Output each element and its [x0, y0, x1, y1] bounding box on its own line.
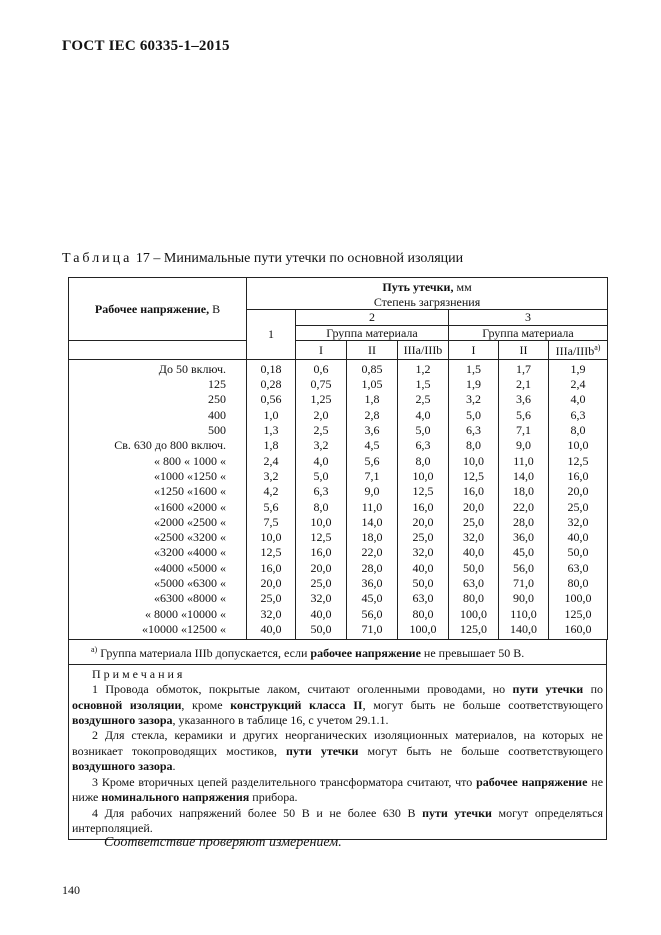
creepage-cell: 10,0 [449, 453, 499, 468]
note-3: 3 Кроме вторичных цепей разделительного трансформатора считают, что рабочее напряжение не ниже номинального напряжения прибора. [72, 774, 604, 805]
creepage-cell: 32,0 [449, 530, 499, 545]
table-row [69, 423, 608, 438]
creepage-cell: 7,1 [347, 469, 398, 484]
table-row [69, 606, 608, 621]
creepage-cell: 5,0 [296, 469, 347, 484]
table-row [69, 359, 608, 377]
creepage-cell: 5,6 [347, 453, 398, 468]
creepage-cell: 8,0 [296, 499, 347, 514]
document-header: ГОСТ IEC 60335-1–2015 [62, 38, 230, 54]
creepage-cell: 7,1 [499, 423, 549, 438]
creepage-cell: 2,8 [347, 407, 398, 422]
creepage-cell: 16,0 [398, 499, 449, 514]
creepage-cell: 4,0 [296, 453, 347, 468]
creepage-cell: 40,0 [296, 606, 347, 621]
creepage-cell: 50,0 [296, 622, 347, 640]
creepage-cell: 1,9 [549, 359, 608, 377]
table-row [69, 377, 608, 392]
creepage-cell: 40,0 [549, 530, 608, 545]
note-1: 1 Провода обмоток, покрытые лаком, считают оголенными проводами, но пути утечки по основной изоляции, кроме конструкций класса II, могут быть не больше соответствующего воздушного зазора, указанного в таблице 16, с учетом 29.1.1. [72, 682, 603, 728]
creepage-cell: 1,0 [247, 407, 296, 422]
table-body [69, 359, 608, 639]
creepage-cell: 100,0 [398, 622, 449, 640]
creepage-cell: 100,0 [549, 591, 608, 606]
conformity-statement: Соответствие проверяют измерением. [104, 835, 342, 850]
table-row [69, 576, 608, 591]
creepage-cell: 25,0 [247, 591, 296, 606]
group-I-header-2: I [296, 341, 347, 360]
creepage-cell: 0,85 [347, 359, 398, 377]
creepage-cell: 20,0 [449, 499, 499, 514]
voltage-cell: «2000 «2500 « [69, 514, 247, 529]
table-row [69, 622, 608, 640]
degree-1-header: 1 [247, 310, 296, 360]
creepage-cell: 25,0 [398, 530, 449, 545]
creepage-cell: 10,0 [549, 438, 608, 453]
voltage-cell: «2500 «3200 « [69, 530, 247, 545]
voltage-cell: « 8000 «10000 « [69, 606, 247, 621]
voltage-cell: Св. 630 до 800 включ. [69, 438, 247, 453]
creepage-cell: 10,0 [398, 469, 449, 484]
creepage-cell: 3,6 [499, 392, 549, 407]
creepage-cell: 71,0 [347, 622, 398, 640]
creepage-cell: 4,0 [549, 392, 608, 407]
table-row [69, 469, 608, 484]
creepage-cell: 160,0 [549, 622, 608, 640]
creepage-cell: 14,0 [347, 514, 398, 529]
creepage-cell: 25,0 [449, 514, 499, 529]
voltage-cell: До 50 включ. [69, 359, 247, 377]
creepage-cell: 9,0 [499, 438, 549, 453]
pollution-degree-header: Степень загрязнения [247, 295, 608, 310]
note-2: 2 Для стекла, керамики и других неорганических изоляционных материалов, на которых не возникает токопроводящих мостиков, пути утечки могут быть не больше соответствующего воздушного зазора. [72, 728, 603, 774]
degree-3-header: 3 [449, 310, 608, 326]
caption-text: – Минимальные пути утечки по основной изоляции [149, 251, 464, 266]
group-II-header-3: II [499, 341, 549, 360]
creepage-cell: 16,0 [549, 469, 608, 484]
creepage-cell: 12,5 [296, 530, 347, 545]
creepage-cell: 20,0 [296, 560, 347, 575]
creepage-cell: 1,9 [449, 377, 499, 392]
creepage-cell: 6,3 [398, 438, 449, 453]
creepage-cell: 1,8 [347, 392, 398, 407]
creepage-cell: 1,05 [347, 377, 398, 392]
creepage-cell: 32,0 [247, 606, 296, 621]
creepage-cell: 12,5 [398, 484, 449, 499]
creepage-cell: 110,0 [499, 606, 549, 621]
creepage-cell: 10,0 [247, 530, 296, 545]
voltage-cell: «1000 «1250 « [69, 469, 247, 484]
material-group-header-3: Группа материала [449, 325, 608, 341]
creepage-cell: 11,0 [499, 453, 549, 468]
creepage-cell: 90,0 [499, 591, 549, 606]
creepage-cell: 32,0 [549, 514, 608, 529]
group-III-header-3: IIIa/IIIb$^{a)}$ [549, 341, 608, 360]
group-I-header-3: I [449, 341, 499, 360]
creepage-cell: 0,6 [296, 359, 347, 377]
voltage-cell: « 800 « 1000 « [69, 453, 247, 468]
creepage-cell: 32,0 [398, 545, 449, 560]
creepage-cell: 0,28 [247, 377, 296, 392]
creepage-cell: 11,0 [347, 499, 398, 514]
creepage-cell: 40,0 [247, 622, 296, 640]
voltage-cell: 400 [69, 407, 247, 422]
table-row [69, 392, 608, 407]
voltage-cell: «3200 «4000 « [69, 545, 247, 560]
creepage-cell: 50,0 [549, 545, 608, 560]
creepage-cell: 100,0 [449, 606, 499, 621]
creepage-cell: 40,0 [449, 545, 499, 560]
table-row [69, 591, 608, 606]
creepage-cell: 6,3 [449, 423, 499, 438]
creepage-cell: 22,0 [499, 499, 549, 514]
creepage-cell: 80,0 [398, 606, 449, 621]
creepage-cell: 1,3 [247, 423, 296, 438]
creepage-cell: 2,4 [247, 453, 296, 468]
creepage-cell: 4,2 [247, 484, 296, 499]
creepage-cell: 3,6 [347, 423, 398, 438]
creepage-header: Путь утечки, мм [247, 278, 608, 295]
creepage-cell: 8,0 [449, 438, 499, 453]
creepage-cell: 140,0 [499, 622, 549, 640]
creepage-cell: 2,5 [398, 392, 449, 407]
creepage-cell: 20,0 [398, 514, 449, 529]
material-group-header-2: Группа материала [296, 325, 449, 341]
creepage-table-container [68, 277, 607, 840]
creepage-cell: 10,0 [296, 514, 347, 529]
creepage-cell: 3,2 [247, 469, 296, 484]
creepage-cell: 56,0 [347, 606, 398, 621]
creepage-cell: 18,0 [499, 484, 549, 499]
creepage-cell: 1,5 [398, 377, 449, 392]
note-4: 4 Для рабочих напряжений более 50 В и не более 630 В пути утечки могут определяться интерполяцией. [72, 805, 603, 835]
creepage-cell: 45,0 [347, 591, 398, 606]
creepage-cell: 45,0 [499, 545, 549, 560]
creepage-cell: 125,0 [549, 606, 608, 621]
creepage-cell: 6,3 [296, 484, 347, 499]
creepage-cell: 7,5 [247, 514, 296, 529]
table-caption [62, 251, 463, 267]
creepage-cell: 2,5 [296, 423, 347, 438]
creepage-cell: 3,2 [296, 438, 347, 453]
creepage-cell: 1,25 [296, 392, 347, 407]
voltage-cell: «6300 «8000 « [69, 591, 247, 606]
creepage-cell: 12,5 [247, 545, 296, 560]
creepage-cell: 5,6 [247, 499, 296, 514]
table-row [69, 453, 608, 468]
creepage-cell: 36,0 [499, 530, 549, 545]
table-row [69, 484, 608, 499]
creepage-cell: 22,0 [347, 545, 398, 560]
creepage-cell: 56,0 [499, 560, 549, 575]
creepage-cell: 0,56 [247, 392, 296, 407]
creepage-cell: 1,2 [398, 359, 449, 377]
creepage-cell: 1,5 [449, 359, 499, 377]
group-II-header-2: II [347, 341, 398, 360]
table-row [69, 514, 608, 529]
creepage-cell: 5,0 [449, 407, 499, 422]
creepage-cell: 3,2 [449, 392, 499, 407]
creepage-cell: 1,7 [499, 359, 549, 377]
voltage-cell: «1250 «1600 « [69, 484, 247, 499]
creepage-cell: 80,0 [549, 576, 608, 591]
creepage-cell: 16,0 [296, 545, 347, 560]
creepage-cell: 16,0 [449, 484, 499, 499]
creepage-cell: 28,0 [499, 514, 549, 529]
table-row [69, 545, 608, 560]
creepage-cell: 40,0 [398, 560, 449, 575]
voltage-cell: «10000 «12500 « [69, 622, 247, 640]
creepage-cell: 16,0 [247, 560, 296, 575]
creepage-cell: 14,0 [499, 469, 549, 484]
creepage-cell: 125,0 [449, 622, 499, 640]
voltage-cell: 250 [69, 392, 247, 407]
caption-label: Таблица [62, 251, 133, 266]
creepage-cell: 1,8 [247, 438, 296, 453]
notes-title: Примечания [92, 666, 186, 681]
creepage-cell: 36,0 [347, 576, 398, 591]
page-number: 140 [62, 883, 80, 897]
creepage-cell: 28,0 [347, 560, 398, 575]
creepage-cell: 20,0 [549, 484, 608, 499]
creepage-cell: 2,0 [296, 407, 347, 422]
creepage-cell: 12,5 [449, 469, 499, 484]
table-row [69, 407, 608, 422]
voltage-cell: 500 [69, 423, 247, 438]
table-row [69, 499, 608, 514]
creepage-cell: 12,5 [549, 453, 608, 468]
voltage-cell: «5000 «6300 « [69, 576, 247, 591]
table-row [69, 438, 608, 453]
table-notes [68, 665, 607, 840]
creepage-cell: 6,3 [549, 407, 608, 422]
caption-number: 17 [135, 251, 150, 266]
creepage-cell: 8,0 [398, 453, 449, 468]
creepage-cell: 2,4 [549, 377, 608, 392]
creepage-cell: 20,0 [247, 576, 296, 591]
creepage-cell: 32,0 [296, 591, 347, 606]
voltage-header: Рабочее напряжение, В [69, 278, 247, 341]
group-III-header-2: IIIa/IIIb [398, 341, 449, 360]
voltage-header-spacer [69, 341, 247, 360]
table-row [69, 530, 608, 545]
creepage-cell: 80,0 [449, 591, 499, 606]
creepage-cell: 5,6 [499, 407, 549, 422]
creepage-cell: 8,0 [549, 423, 608, 438]
creepage-cell: 50,0 [449, 560, 499, 575]
degree-2-header: 2 [296, 310, 449, 326]
creepage-cell: 71,0 [499, 576, 549, 591]
creepage-cell: 50,0 [398, 576, 449, 591]
creepage-table [68, 277, 608, 640]
table-row [69, 560, 608, 575]
creepage-cell: 63,0 [549, 560, 608, 575]
creepage-cell: 25,0 [296, 576, 347, 591]
creepage-cell: 63,0 [449, 576, 499, 591]
creepage-cell: 4,0 [398, 407, 449, 422]
creepage-cell: 0,75 [296, 377, 347, 392]
creepage-cell: 18,0 [347, 530, 398, 545]
voltage-cell: «4000 «5000 « [69, 560, 247, 575]
creepage-cell: 0,18 [247, 359, 296, 377]
creepage-cell: 5,0 [398, 423, 449, 438]
voltage-cell: 125 [69, 377, 247, 392]
creepage-cell: 2,1 [499, 377, 549, 392]
creepage-cell: 4,5 [347, 438, 398, 453]
creepage-cell: 63,0 [398, 591, 449, 606]
creepage-cell: 9,0 [347, 484, 398, 499]
voltage-cell: «1600 «2000 « [69, 499, 247, 514]
table-footnote: $^{a)}$ Группа материала IIIb допускается, если рабочее напряжение не превышает 50 В. [68, 640, 607, 665]
creepage-cell: 25,0 [549, 499, 608, 514]
